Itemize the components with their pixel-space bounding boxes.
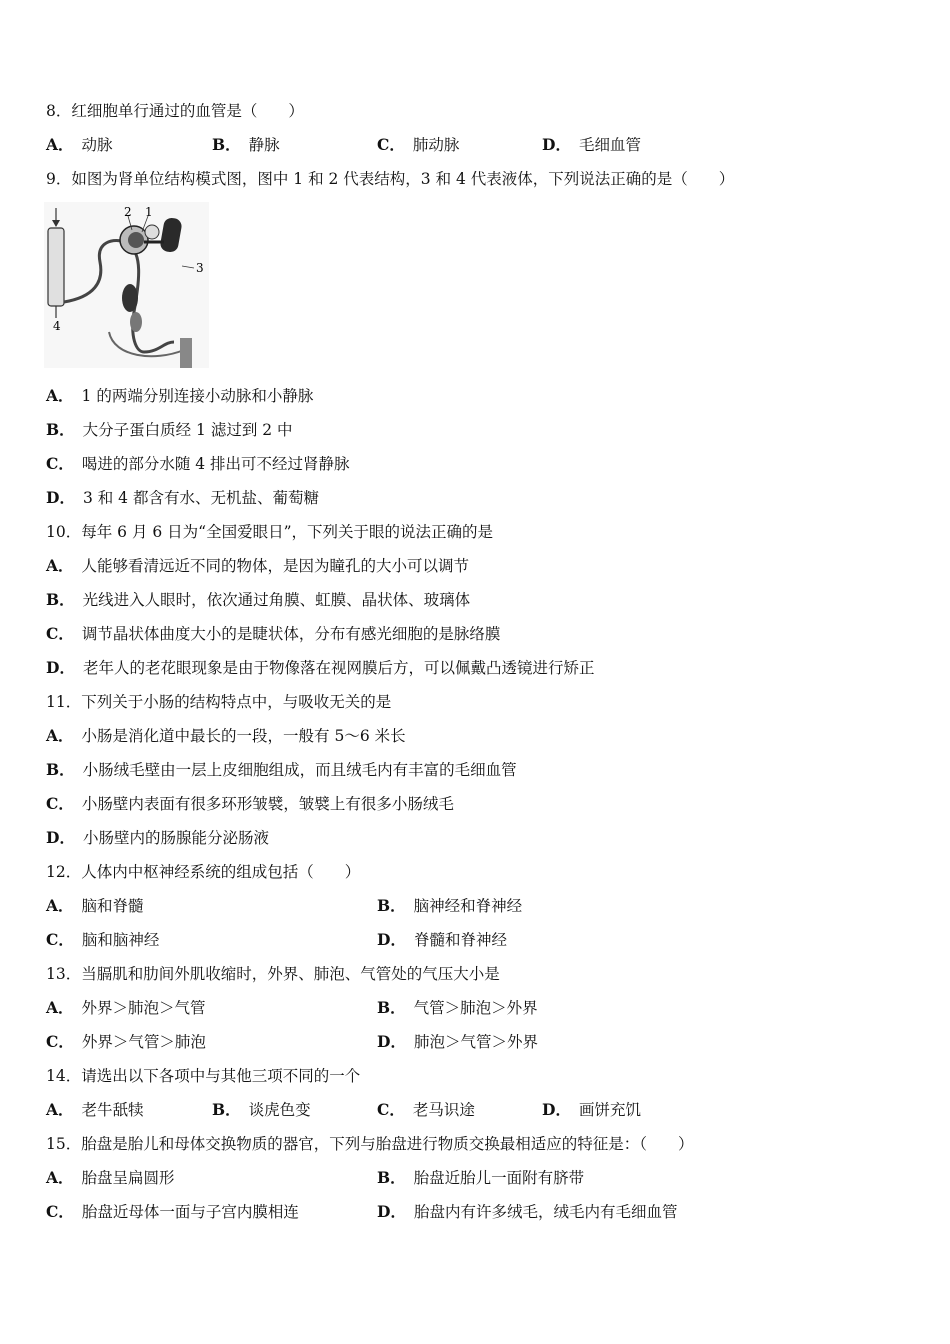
option-text: 小肠是消化道中最长的一段，一般有 5～6 米长 [81, 727, 406, 745]
q14-option-a[interactable] [46, 1100, 144, 1120]
q10-option-b[interactable] [46, 590, 470, 610]
option-label: A． [46, 135, 74, 154]
option-text: 毛细血管 [578, 136, 641, 154]
q11-option-d[interactable] [46, 828, 269, 848]
option-text: 脑和脊髓 [81, 897, 144, 915]
option-text: 外界＞气管＞肺泡 [81, 1033, 206, 1051]
option-text: 调节晶状体曲度大小的是睫状体，分布有感光细胞的是脉络膜 [81, 625, 501, 643]
option-label: C． [46, 624, 74, 643]
option-text: 动脉 [81, 136, 113, 154]
option-label: B． [212, 135, 241, 154]
q8-option-d[interactable] [542, 135, 641, 155]
option-text: 大分子蛋白质经 1 滤过到 2 中 [82, 421, 293, 439]
q15-option-c[interactable] [46, 1202, 299, 1222]
option-text: 3 和 4 都含有水、无机盐、葡萄糖 [82, 489, 319, 507]
q15-option-d[interactable] [377, 1202, 677, 1222]
glomerulus-shape [128, 232, 144, 248]
q13-option-d[interactable] [377, 1032, 538, 1052]
q12-option-d[interactable] [377, 930, 507, 950]
question-9-stem: 9．如图为肾单位结构模式图，图中 1 和 2 代表结构，3 和 4 代表液体，下列说法正确的是（ ） [46, 170, 735, 188]
question-15-stem: 15．胎盘是胎儿和母体交换物质的器官，下列与胎盘进行物质交换最相适应的特征是：（ ） [46, 1135, 694, 1153]
option-text: 小肠壁内表面有很多环形皱襞，皱襞上有很多小肠绒毛 [81, 795, 454, 813]
option-label: A． [46, 896, 74, 915]
option-label: D． [46, 488, 75, 507]
q11-option-c[interactable] [46, 794, 454, 814]
option-label: C． [46, 930, 74, 949]
option-label: C． [46, 454, 74, 473]
option-label: A． [46, 726, 74, 745]
option-text: 静脉 [248, 136, 280, 154]
option-text: 小肠绒毛壁由一层上皮细胞组成，而且绒毛内有丰富的毛细血管 [82, 761, 517, 779]
question-14-stem: 14．请选出以下各项中与其他三项不同的一个 [46, 1067, 361, 1085]
question-8-stem: 8．红细胞单行通过的血管是（ ） [46, 102, 304, 120]
option-label: A． [46, 1100, 74, 1119]
option-label: D． [542, 135, 571, 154]
question-12-stem: 12．人体内中枢神经系统的组成包括（ ） [46, 863, 361, 881]
option-label: C． [377, 1100, 405, 1119]
q15-option-b[interactable] [377, 1168, 584, 1188]
option-label: A． [46, 386, 74, 405]
option-text: 人能够看清远近不同的物体，是因为瞳孔的大小可以调节 [81, 557, 470, 575]
option-label: C． [46, 1202, 74, 1221]
option-text: 老牛舐犊 [81, 1101, 144, 1119]
option-label: C． [46, 794, 74, 813]
option-text: 脊髓和脊神经 [413, 931, 507, 949]
option-text: 胎盘近胎儿一面附有脐带 [413, 1169, 585, 1187]
option-text: 画饼充饥 [578, 1101, 641, 1119]
option-label: B． [212, 1100, 241, 1119]
option-text: 脑神经和脊神经 [413, 897, 523, 915]
option-text: 肺泡＞气管＞外界 [413, 1033, 538, 1051]
option-label: B． [46, 420, 75, 439]
q11-option-a[interactable] [46, 726, 406, 746]
q10-option-d[interactable] [46, 658, 594, 678]
option-text: 脑和脑神经 [81, 931, 160, 949]
option-label: B． [377, 896, 406, 915]
q8-option-c[interactable] [377, 135, 459, 155]
option-label: D． [46, 658, 75, 677]
option-text: 外界＞肺泡＞气管 [81, 999, 206, 1017]
option-text: 老年人的老花眼现象是由于物像落在视网膜后方，可以佩戴凸透镜进行矫正 [82, 659, 595, 677]
q8-option-b[interactable] [212, 135, 280, 155]
figure-label-4: 4 [53, 319, 61, 333]
figure-label-3: 3 [196, 261, 204, 275]
figure-label-1: 1 [145, 205, 153, 219]
q9-option-c[interactable] [46, 454, 350, 474]
option-text: 谈虎色变 [248, 1101, 311, 1119]
question-13-stem: 13．当膈肌和肋间外肌收缩时，外界、肺泡、气管处的气压大小是 [46, 965, 500, 983]
option-label: D． [377, 1202, 406, 1221]
q14-option-b[interactable] [212, 1100, 311, 1120]
option-text: 气管＞肺泡＞外界 [413, 999, 538, 1017]
option-label: B． [46, 760, 75, 779]
option-label: D． [377, 930, 406, 949]
q10-option-c[interactable] [46, 624, 500, 644]
q9-option-b[interactable] [46, 420, 293, 440]
q13-option-b[interactable] [377, 998, 538, 1018]
q8-option-a[interactable] [46, 135, 113, 155]
option-text: 胎盘内有许多绒毛，绒毛内有毛细血管 [413, 1203, 678, 1221]
option-text: 胎盘近母体一面与子宫内膜相连 [81, 1203, 299, 1221]
q12-option-c[interactable] [46, 930, 159, 950]
q11-option-b[interactable] [46, 760, 517, 780]
option-text: 喝进的部分水随 4 排出可不经过肾静脉 [81, 455, 350, 473]
option-label: A． [46, 998, 74, 1017]
question-11-stem: 11．下列关于小肠的结构特点中，与吸收无关的是 [46, 693, 392, 711]
option-text: 小肠壁内的肠腺能分泌肠液 [82, 829, 269, 847]
q12-option-b[interactable] [377, 896, 522, 916]
q14-option-c[interactable] [377, 1100, 475, 1120]
q9-option-a[interactable] [46, 386, 313, 406]
option-label: B． [46, 590, 75, 609]
option-text: 老马识途 [412, 1101, 475, 1119]
option-text: 光线进入人眼时，依次通过角膜、虹膜、晶状体、玻璃体 [82, 591, 471, 609]
question-10-stem: 10．每年 6 月 6 日为“全国爱眼日”，下列关于眼的说法正确的是 [46, 523, 494, 541]
figure-label-2: 2 [124, 205, 132, 219]
q13-option-a[interactable] [46, 998, 206, 1018]
option-label: B． [377, 998, 406, 1017]
q9-option-d[interactable] [46, 488, 319, 508]
option-text: 1 的两端分别连接小动脉和小静脉 [81, 387, 314, 405]
option-label: C． [377, 135, 405, 154]
option-label: B． [377, 1168, 406, 1187]
option-label: A． [46, 556, 74, 575]
option-label: D． [377, 1032, 406, 1051]
option-text: 肺动脉 [412, 136, 460, 154]
option-label: D． [46, 828, 75, 847]
option-label: A． [46, 1168, 74, 1187]
q12-option-a[interactable] [46, 896, 144, 916]
option-label: C． [46, 1032, 74, 1051]
q15-option-a[interactable] [46, 1168, 175, 1188]
q14-option-d[interactable] [542, 1100, 641, 1120]
q13-option-c[interactable] [46, 1032, 206, 1052]
option-label: D． [542, 1100, 571, 1119]
option-text: 胎盘呈扁圆形 [81, 1169, 175, 1187]
q10-option-a[interactable] [46, 556, 469, 576]
nephron-diagram [44, 202, 209, 368]
